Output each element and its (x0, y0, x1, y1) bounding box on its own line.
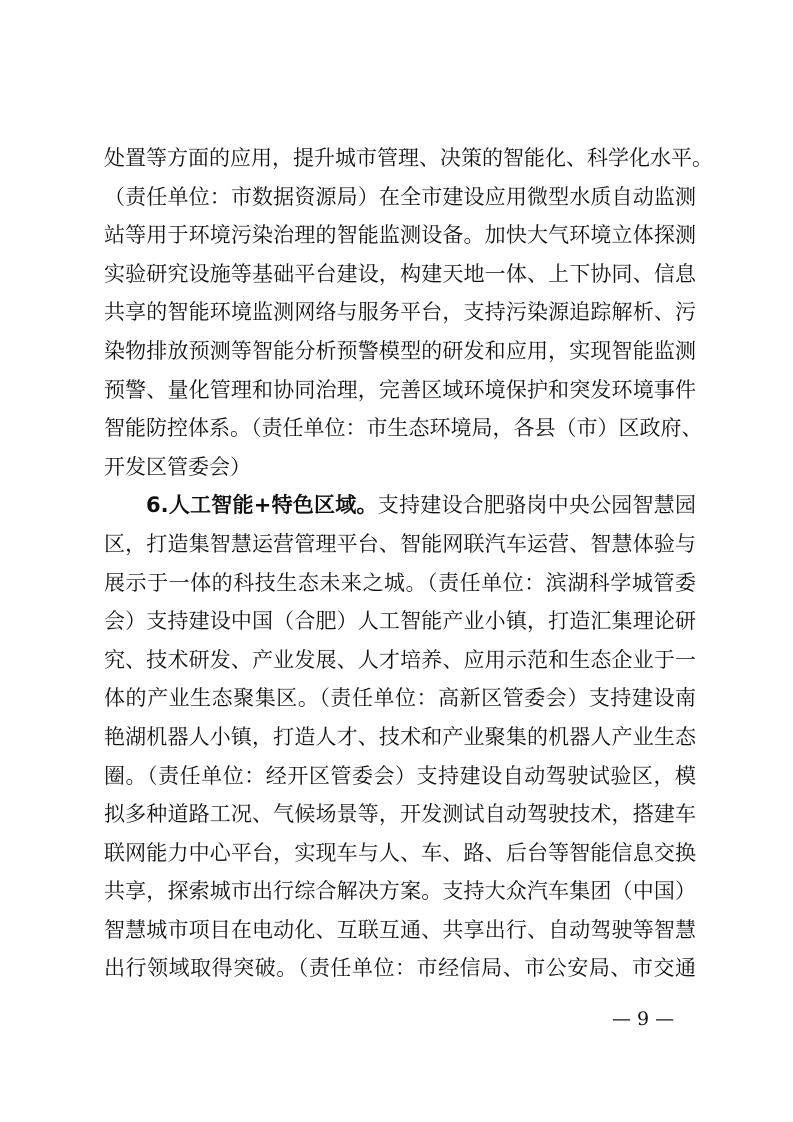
text-line: 究、技术研发、产业发展、人才培养、应用示范和生态企业于一 (104, 647, 696, 672)
text-line: 共享的智能环境监测网络与服务平台，支持污染源追踪解析、污 (104, 300, 696, 325)
text-line: 实验研究设施等基础平台建设，构建天地一体、上下协同、信息 (104, 261, 696, 286)
text-line: 展示于一体的科技生态未来之城。（责任单位：滨湖科学城管委 (104, 570, 696, 595)
text-line: 会）支持建设中国（合肥）人工智能产业小镇，打造汇集理论研 (104, 609, 696, 634)
section-6-first-line-text: 支持建设合肥骆岗中央公园智慧园 (377, 493, 697, 518)
text-line: 拟多种道路工况、气候场景等，开发测试自动驾驶技术，搭建车 (104, 802, 696, 827)
text-line: 体的产业生态聚集区。（责任单位：高新区管委会）支持建设南 (104, 686, 696, 711)
text-line: 共享，探索城市出行综合解决方案。支持大众汽车集团（中国） (104, 879, 696, 904)
text-line: 联网能力中心平台，实现车与人、车、路、后台等智能信息交换 (104, 840, 696, 865)
text-line: 艳湖机器人小镇，打造人才、技术和产业聚集的机器人产业生态 (104, 724, 696, 749)
document-body (104, 139, 713, 988)
text-line: 智能防控体系。（责任单位：市生态环境局，各县（市）区政府、 (104, 416, 703, 441)
text-line: 出行领域取得突破。（责任单位：市经信局、市公安局、市交通 (104, 956, 696, 981)
text-line: 圈。（责任单位：经开区管委会）支持建设自动驾驶试验区，模 (104, 763, 696, 788)
text-line: 处置等方面的应用，提升城市管理、决策的智能化、科学化水平。 (104, 146, 713, 170)
text-line: 染物排放预测等智能分析预警模型的研发和应用，实现智能监测 (104, 338, 696, 363)
section-6-first-line (104, 486, 696, 525)
text-line: （责任单位：市数据资源局）在全市建设应用微型水质自动监测 (104, 184, 696, 209)
text-line: 站等用于环境污染治理的智能监测设备。加快大气环境立体探测 (104, 223, 696, 248)
text-line: 智慧城市项目在电动化、互联互通、共享出行、自动驾驶等智慧 (104, 917, 696, 942)
text-line: 开发区管委会） (104, 454, 251, 479)
text-line: 预警、量化管理和协同治理，完善区域环境保护和突发环境事件 (104, 377, 696, 402)
text-line: 区，打造集智慧运营管理平台、智能网联汽车运营、智慧体验与 (104, 531, 696, 556)
section-6-heading: 6.人工智能+特色区域。 (146, 493, 378, 518)
page-number: — 9 — (612, 1008, 675, 1030)
